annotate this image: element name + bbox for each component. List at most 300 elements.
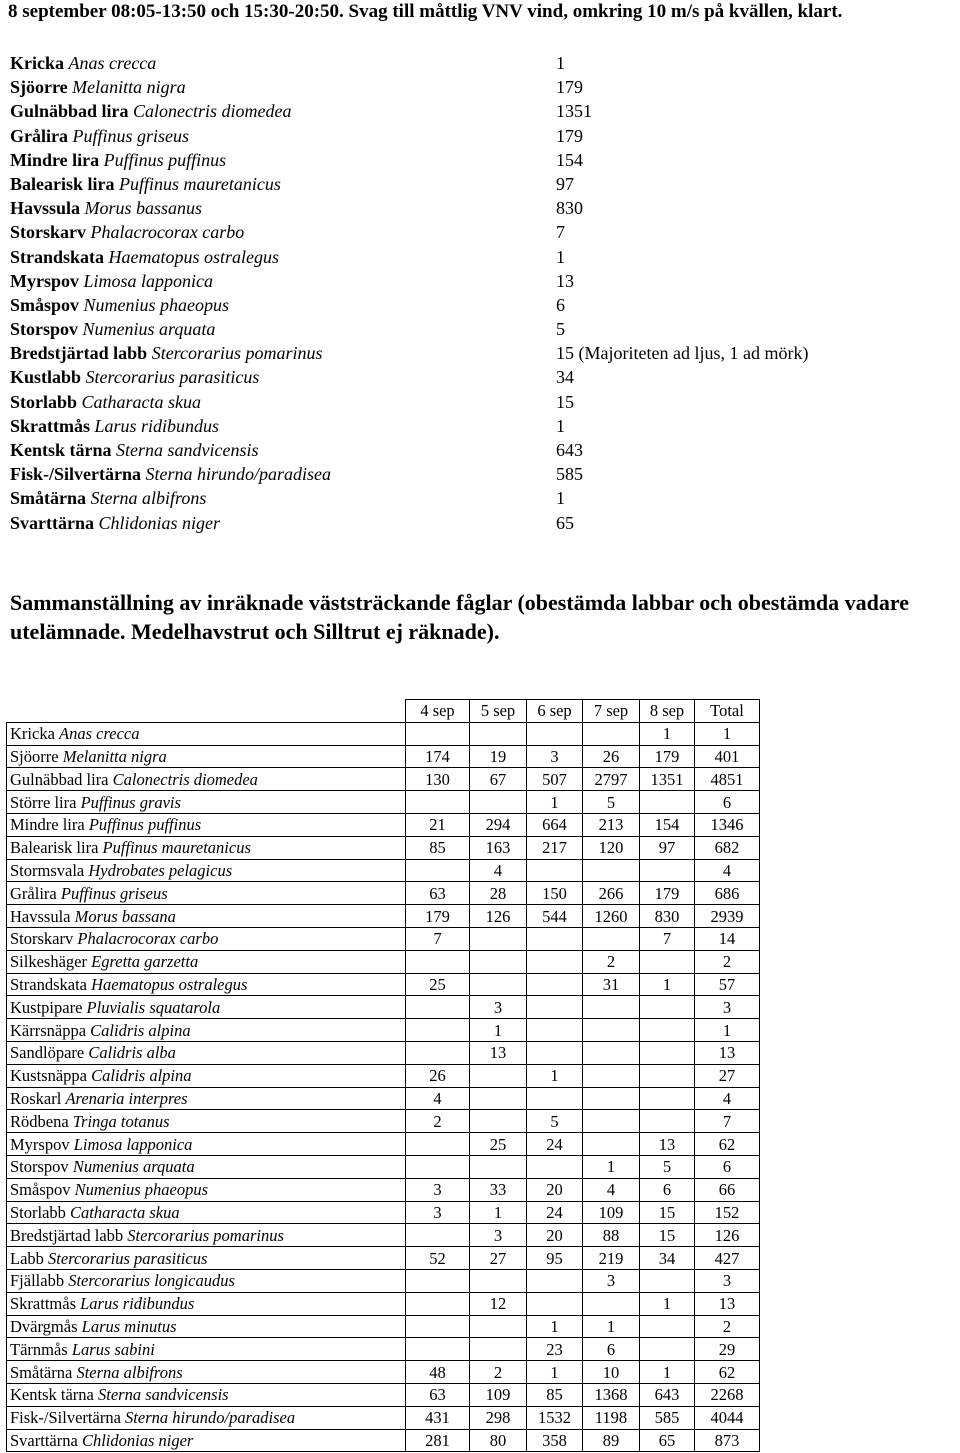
count-cell [470, 1269, 527, 1292]
species-latin-name: Stercorarius pomarinus [151, 343, 323, 364]
count-cell: 109 [583, 1201, 640, 1224]
observation-count: 34 [556, 367, 574, 388]
table-row [7, 813, 760, 836]
count-cell: 85 [406, 836, 470, 859]
species-latin-name: Puffinus puffinus [103, 149, 227, 170]
species-swedish-name: Myrspov [10, 1134, 70, 1154]
count-cell: 2 [470, 1361, 527, 1384]
species-latin-name: Arenaria interpres [65, 1088, 188, 1108]
count-cell [527, 1087, 583, 1110]
species-cell [7, 1247, 406, 1270]
table-row [7, 882, 760, 905]
total-cell: 4851 [695, 768, 760, 791]
species-latin-name: Haematopus ostralegus [108, 246, 280, 267]
species-latin-name: Calonectris diomedea [133, 101, 292, 122]
total-cell: 682 [695, 836, 760, 859]
species-latin-name: Numenius phaeopus [74, 1180, 209, 1200]
species-cell [7, 813, 406, 836]
species-latin-name: Chlidonias niger [81, 1430, 194, 1450]
count-cell: 26 [583, 745, 640, 768]
count-cell [406, 1269, 470, 1292]
count-cell: 1 [583, 1315, 640, 1338]
count-cell: 13 [640, 1133, 695, 1156]
species-latin-name: Sterna albifrons [76, 1362, 183, 1382]
species-swedish-name: Kustpipare [10, 997, 83, 1017]
species-cell [7, 859, 406, 882]
table-row [7, 836, 760, 859]
count-cell [470, 927, 527, 950]
count-cell [527, 722, 583, 745]
species-swedish-name: Balearisk lira [10, 173, 115, 194]
total-cell: 2 [695, 950, 760, 973]
table-row [7, 791, 760, 814]
observation-list [10, 51, 950, 535]
count-cell [406, 1019, 470, 1042]
species-swedish-name: Kentsk tärna [10, 1385, 94, 1405]
species-cell [7, 836, 406, 859]
total-cell: 62 [695, 1361, 760, 1384]
species-latin-name: Egretta garzetta [91, 952, 199, 972]
observation-count: 97 [556, 173, 574, 194]
count-cell: 1 [470, 1201, 527, 1224]
species-swedish-name: Tärnmås [10, 1339, 68, 1359]
table-row [7, 859, 760, 882]
total-cell: 427 [695, 1247, 760, 1270]
count-cell [583, 1292, 640, 1315]
table-row [7, 1178, 760, 1201]
table-row [7, 1429, 760, 1452]
count-cell [527, 1269, 583, 1292]
species-swedish-name: Kustsnäppa [10, 1066, 87, 1086]
total-cell: 1 [695, 722, 760, 745]
count-cell [640, 950, 695, 973]
count-cell [470, 973, 527, 996]
species-latin-name: Stercorarius parasiticus [48, 1248, 208, 1268]
count-cell [406, 1292, 470, 1315]
count-cell: 25 [470, 1133, 527, 1156]
total-cell: 1346 [695, 813, 760, 836]
table-row [7, 1383, 760, 1406]
count-cell: 544 [527, 905, 583, 928]
count-cell: 7 [640, 927, 695, 950]
species-swedish-name: Gulnäbbad lira [10, 101, 129, 122]
count-cell: 507 [527, 768, 583, 791]
count-cell [527, 859, 583, 882]
species-swedish-name: Gulnäbbad lira [10, 769, 109, 789]
count-cell: 3 [406, 1178, 470, 1201]
total-cell: 3 [695, 996, 760, 1019]
total-cell: 2 [695, 1315, 760, 1338]
species-cell [7, 973, 406, 996]
count-cell: 2797 [583, 768, 640, 791]
species-swedish-name: Grålira [10, 883, 57, 903]
count-cell: 585 [640, 1406, 695, 1429]
species-latin-name: Anas crecca [59, 724, 140, 744]
species-latin-name: Larus minutus [81, 1316, 177, 1336]
total-cell: 6 [695, 1155, 760, 1178]
count-cell: 4 [470, 859, 527, 882]
count-cell [527, 1292, 583, 1315]
count-cell [470, 1064, 527, 1087]
observation-count: 1 [556, 415, 565, 436]
observation-count: 179 [556, 77, 583, 98]
species-swedish-name: Havssula [10, 198, 81, 219]
count-cell: 88 [583, 1224, 640, 1247]
total-cell: 6 [695, 791, 760, 814]
table-row [7, 1155, 760, 1178]
count-cell: 89 [583, 1429, 640, 1452]
observation-row [10, 196, 950, 220]
count-cell [406, 996, 470, 1019]
observation-row [10, 245, 950, 269]
column-header: 5 sep [470, 700, 527, 723]
species-latin-name: Sterna hirundo/paradisea [145, 464, 332, 485]
count-cell: 1368 [583, 1383, 640, 1406]
species-swedish-name: Strandskata [10, 974, 87, 994]
species-latin-name: Calidris alpina [91, 1066, 192, 1086]
count-cell: 26 [406, 1064, 470, 1087]
count-cell: 431 [406, 1406, 470, 1429]
species-cell [7, 1110, 406, 1133]
species-cell [7, 1155, 406, 1178]
species-swedish-name: Silkeshäger [10, 952, 87, 972]
count-cell [583, 927, 640, 950]
count-cell [470, 1155, 527, 1178]
count-cell [406, 1338, 470, 1361]
count-cell: 13 [470, 1041, 527, 1064]
count-cell: 294 [470, 813, 527, 836]
species-latin-name: Puffinus griseus [72, 125, 189, 146]
count-cell: 5 [527, 1110, 583, 1133]
observation-count: 1 [556, 246, 565, 267]
observation-row [10, 317, 950, 341]
species-latin-name: Puffinus griseus [60, 883, 168, 903]
observation-row [10, 220, 950, 244]
species-latin-name: Puffinus gravis [80, 792, 181, 812]
species-latin-name: Chlidonias niger [98, 512, 221, 533]
count-cell: 1 [527, 1315, 583, 1338]
observation-count: 1 [556, 488, 565, 509]
total-cell: 13 [695, 1041, 760, 1064]
species-latin-name: Larus ridibundus [94, 415, 220, 436]
observation-row [10, 124, 950, 148]
count-cell: 3 [527, 745, 583, 768]
count-cell: 3 [470, 996, 527, 1019]
species-swedish-name: Storlabb [10, 1202, 66, 1222]
total-cell: 7 [695, 1110, 760, 1133]
summary-table [6, 699, 760, 1452]
count-cell [527, 996, 583, 1019]
count-cell [640, 859, 695, 882]
observation-count: 15 [556, 391, 574, 412]
table-row [7, 1041, 760, 1064]
species-swedish-name: Småspov [10, 294, 80, 315]
species-swedish-name: Kustlabb [10, 367, 82, 388]
table-row [7, 973, 760, 996]
table-row [7, 722, 760, 745]
count-cell [470, 1338, 527, 1361]
species-cell [7, 1269, 406, 1292]
species-latin-name: Puffinus mauretanicus [119, 173, 281, 194]
species-swedish-name: Dvärgmås [10, 1316, 78, 1336]
count-cell: 23 [527, 1338, 583, 1361]
count-cell: 2 [583, 950, 640, 973]
species-swedish-name: Sjöorre [10, 77, 68, 98]
count-cell: 5 [640, 1155, 695, 1178]
count-cell [583, 1110, 640, 1133]
species-cell [7, 1201, 406, 1224]
table-row [7, 768, 760, 791]
species-latin-name: Calidris alba [88, 1043, 176, 1063]
species-swedish-name: Mindre lira [10, 149, 100, 170]
total-cell: 2268 [695, 1383, 760, 1406]
species-swedish-name: Skrattmås [10, 415, 90, 436]
species-swedish-name: Kentsk tärna [10, 440, 112, 460]
species-swedish-name: Bredstjärtad labb [10, 343, 148, 364]
observation-row [10, 269, 950, 293]
species-latin-name: Anas crecca [68, 53, 157, 73]
species-latin-name: Melanitta nigra [62, 746, 167, 766]
observation-row [10, 438, 950, 462]
count-cell: 2 [406, 1110, 470, 1133]
count-cell: 1 [527, 1361, 583, 1384]
count-cell [406, 950, 470, 973]
species-cell [7, 996, 406, 1019]
species-cell [7, 927, 406, 950]
observation-count: 830 [556, 198, 583, 219]
observation-row [10, 341, 950, 365]
species-latin-name: Numenius arquata [82, 319, 216, 340]
species-swedish-name: Havssula [10, 906, 71, 926]
observation-count: 5 [556, 319, 565, 340]
species-swedish-name: Större lira [10, 792, 77, 812]
species-cell [7, 905, 406, 928]
count-cell: 174 [406, 745, 470, 768]
count-cell: 1 [640, 722, 695, 745]
column-header: 7 sep [583, 700, 640, 723]
count-cell: 213 [583, 813, 640, 836]
count-cell [527, 1041, 583, 1064]
count-cell: 120 [583, 836, 640, 859]
species-latin-name: Sterna albifrons [90, 488, 207, 509]
count-cell [406, 791, 470, 814]
species-latin-name: Melanitta nigra [72, 77, 186, 98]
observation-row [10, 511, 950, 535]
count-cell: 5 [583, 791, 640, 814]
count-cell: 19 [470, 745, 527, 768]
species-cell [7, 1064, 406, 1087]
count-cell: 1198 [583, 1406, 640, 1429]
count-cell [640, 1087, 695, 1110]
species-swedish-name: Storskarv [10, 929, 74, 949]
species-cell [7, 1292, 406, 1315]
count-cell [470, 1315, 527, 1338]
count-cell: 10 [583, 1361, 640, 1384]
species-latin-name: Hydrobates pelagicus [88, 860, 233, 880]
count-cell: 97 [640, 836, 695, 859]
species-latin-name: Morus bassanus [84, 198, 203, 219]
count-cell: 63 [406, 882, 470, 905]
observation-count: 585 [556, 464, 583, 485]
column-header: 6 sep [527, 700, 583, 723]
count-cell: 48 [406, 1361, 470, 1384]
count-cell [470, 722, 527, 745]
species-latin-name: Numenius arquata [72, 1157, 195, 1177]
species-cell [7, 1338, 406, 1361]
count-cell: 12 [470, 1292, 527, 1315]
table-row [7, 745, 760, 768]
species-cell [7, 1178, 406, 1201]
species-cell [7, 1383, 406, 1406]
count-cell: 1 [527, 791, 583, 814]
species-swedish-name: Storskarv [10, 222, 86, 243]
table-row [7, 1269, 760, 1292]
count-cell [527, 973, 583, 996]
count-cell [406, 1041, 470, 1064]
species-latin-name: Stercorarius pomarinus [127, 1225, 284, 1245]
table-row [7, 1406, 760, 1429]
table-row [7, 996, 760, 1019]
total-cell: 4 [695, 1087, 760, 1110]
observation-row [10, 486, 950, 510]
table-row [7, 1064, 760, 1087]
count-cell: 1 [640, 1292, 695, 1315]
species-swedish-name: Svarttärna [10, 512, 94, 533]
count-cell: 1 [640, 973, 695, 996]
count-cell: 664 [527, 813, 583, 836]
species-latin-name: Larus sabini [71, 1339, 155, 1359]
observation-count: 154 [556, 149, 583, 170]
species-cell [7, 791, 406, 814]
table-row [7, 1201, 760, 1224]
column-header: Total [695, 700, 760, 723]
table-row [7, 1338, 760, 1361]
total-cell: 152 [695, 1201, 760, 1224]
page-heading: 8 september 08:05-13:50 och 15:30-20:50. Svag till måttlig VNV vind, omkring 10 m/s på kvällen, klart. [8, 1, 843, 22]
count-cell [583, 859, 640, 882]
observation-row [10, 51, 950, 75]
count-cell: 150 [527, 882, 583, 905]
species-latin-name: Sterna hirundo/paradisea [125, 1408, 296, 1428]
count-cell: 85 [527, 1383, 583, 1406]
count-cell: 6 [583, 1338, 640, 1361]
species-cell [7, 722, 406, 745]
observation-count: 13 [556, 270, 574, 291]
table-row [7, 905, 760, 928]
species-latin-name: Phalacrocorax carbo [77, 929, 219, 949]
count-cell: 67 [470, 768, 527, 791]
observation-row [10, 414, 950, 438]
table-row [7, 927, 760, 950]
species-cell [7, 1133, 406, 1156]
count-cell [640, 1110, 695, 1133]
count-cell [583, 1087, 640, 1110]
count-cell: 24 [527, 1133, 583, 1156]
count-cell: 4 [406, 1087, 470, 1110]
species-cell [7, 1429, 406, 1452]
count-cell: 1532 [527, 1406, 583, 1429]
count-cell [406, 722, 470, 745]
species-latin-name: Larus ridibundus [80, 1294, 195, 1314]
count-cell: 65 [640, 1429, 695, 1452]
species-latin-name: Haematopus ostralegus [91, 974, 248, 994]
observation-row [10, 148, 950, 172]
count-cell: 154 [640, 813, 695, 836]
species-latin-name: Morus bassana [74, 906, 176, 926]
species-swedish-name: Storlabb [10, 391, 78, 412]
count-cell: 1351 [640, 768, 695, 791]
total-cell: 14 [695, 927, 760, 950]
species-swedish-name: Småspov [10, 1180, 71, 1200]
species-cell [7, 1361, 406, 1384]
count-cell: 219 [583, 1247, 640, 1270]
count-cell [406, 1133, 470, 1156]
total-cell: 29 [695, 1338, 760, 1361]
count-cell: 3 [470, 1224, 527, 1247]
count-cell [583, 1019, 640, 1042]
total-cell: 401 [695, 745, 760, 768]
count-cell: 15 [640, 1224, 695, 1247]
species-swedish-name: Myrspov [10, 270, 79, 291]
table-header-row [7, 700, 760, 723]
count-cell [470, 1087, 527, 1110]
species-latin-name: Phalacrocorax carbo [90, 222, 245, 243]
count-cell: 1260 [583, 905, 640, 928]
species-cell [7, 882, 406, 905]
total-cell: 873 [695, 1429, 760, 1452]
species-latin-name: Stercorarius longicaudus [68, 1271, 235, 1291]
species-latin-name: Catharacta skua [70, 1202, 180, 1222]
species-latin-name: Pluvialis squatarola [86, 997, 221, 1017]
species-swedish-name: Storspov [10, 1157, 69, 1177]
count-cell: 358 [527, 1429, 583, 1452]
species-latin-name: Limosa lapponica [73, 1134, 193, 1154]
observation-count: 15 (Majoriteten ad ljus, 1 ad mörk) [556, 343, 809, 364]
count-cell [470, 791, 527, 814]
count-cell: 63 [406, 1383, 470, 1406]
count-cell [583, 1133, 640, 1156]
species-latin-name: Calidris alpina [90, 1020, 191, 1040]
observation-count: 65 [556, 512, 574, 533]
count-cell: 33 [470, 1178, 527, 1201]
species-swedish-name: Kricka [10, 724, 55, 744]
total-cell: 4 [695, 859, 760, 882]
count-cell: 1 [583, 1155, 640, 1178]
count-cell: 1 [527, 1064, 583, 1087]
count-cell: 126 [470, 905, 527, 928]
species-cell [7, 1041, 406, 1064]
table-row [7, 1087, 760, 1110]
count-cell: 830 [640, 905, 695, 928]
count-cell [406, 859, 470, 882]
count-cell: 3 [406, 1201, 470, 1224]
count-cell: 179 [640, 745, 695, 768]
count-cell: 3 [583, 1269, 640, 1292]
count-cell [640, 1338, 695, 1361]
count-cell: 643 [640, 1383, 695, 1406]
count-cell: 80 [470, 1429, 527, 1452]
species-latin-name: Limosa lapponica [83, 270, 214, 291]
species-latin-name: Numenius phaeopus [83, 294, 230, 315]
species-cell [7, 950, 406, 973]
count-cell [583, 996, 640, 1019]
count-cell [640, 1064, 695, 1087]
count-cell: 281 [406, 1429, 470, 1452]
count-cell [583, 1041, 640, 1064]
table-row [7, 1315, 760, 1338]
summary-paragraph: Sammanställning av inräknade väststräckande fåglar (obestämda labbar och obestämda vadare utelämnade. Medelhavstrut och Silltrut ej räknade). [10, 590, 910, 644]
count-cell: 21 [406, 813, 470, 836]
